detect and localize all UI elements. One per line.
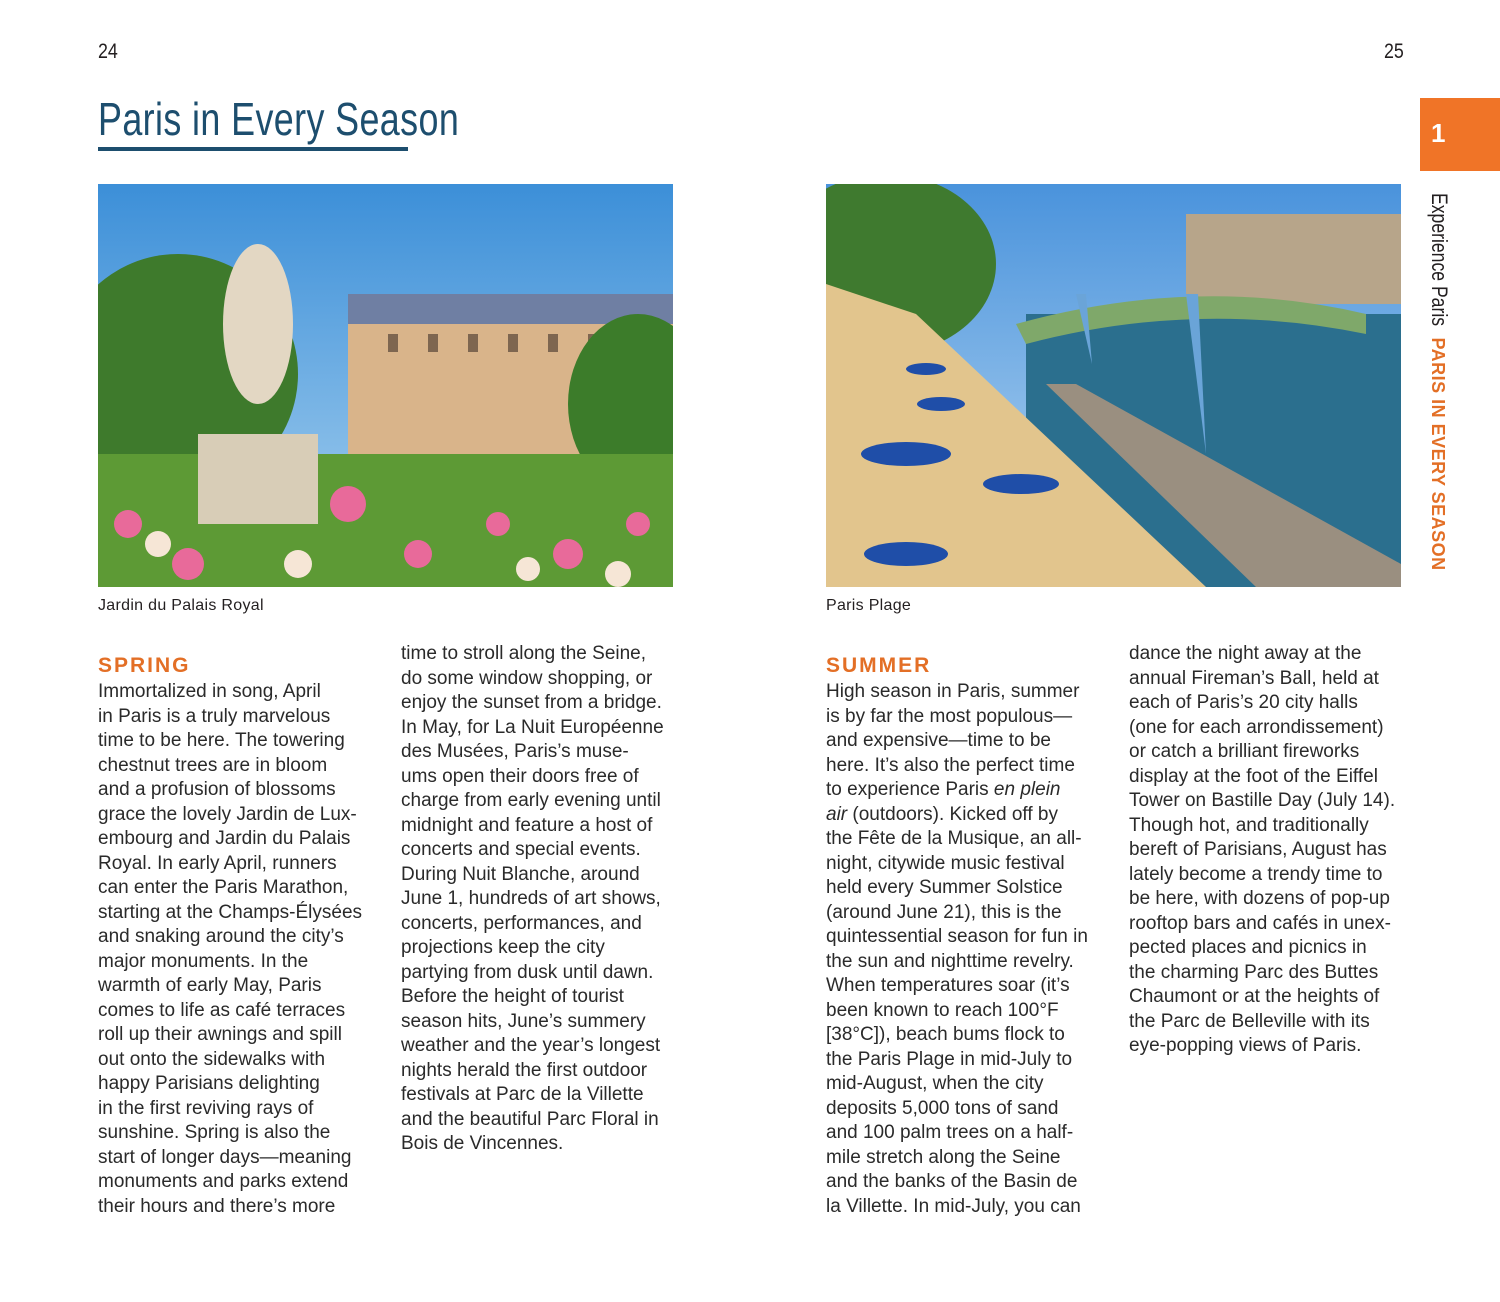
text-line: or catch a brilliant fireworks xyxy=(1129,741,1360,762)
text-span: to experience Paris xyxy=(826,779,994,800)
text-line: in the first reviving rays of xyxy=(98,1097,314,1119)
text-line: la Villette. In mid-July, you can xyxy=(826,1195,1081,1217)
text-line: Tower on Bastille Day (July 14). xyxy=(1129,790,1396,811)
text-line: and the banks of the Basin de xyxy=(826,1171,1078,1192)
text-line: do some window shopping, or xyxy=(401,667,653,689)
chapter-tab xyxy=(1420,98,1500,171)
text-line: major monuments. In the xyxy=(98,950,309,972)
text-line: [38°C]), beach bums flock to xyxy=(826,1024,1065,1045)
text-line: and expensive—time to be xyxy=(826,730,1051,751)
running-head xyxy=(1426,193,1452,571)
chapter-number: 1 xyxy=(1431,118,1446,148)
italic-text: en plein xyxy=(993,779,1061,800)
text-line: midnight and feature a host of xyxy=(401,814,653,836)
text-line: projections keep the city xyxy=(401,937,605,958)
text-line: season hits, June’s summery xyxy=(401,1010,646,1032)
running-head-book-section: Experience Paris xyxy=(1427,193,1452,327)
text-line: Immortalized in song, April xyxy=(98,681,321,702)
text-line: here. It’s also the perfect time xyxy=(826,754,1075,776)
text-line: (one for each arrondissement) xyxy=(1129,716,1384,738)
text-line: roll up their awnings and spill xyxy=(98,1024,342,1045)
text-line: pected places and picnics in xyxy=(1129,937,1367,958)
page-title: Paris in Every Season xyxy=(98,93,460,145)
text-line: weather and the year’s longest xyxy=(401,1035,661,1056)
spring-column-2 xyxy=(401,642,701,1157)
text-line: lately become a trendy time to xyxy=(1129,863,1383,885)
text-line: the charming Parc des Buttes xyxy=(1129,961,1379,983)
text-line xyxy=(826,778,1126,803)
text-line: night, citywide music festival xyxy=(826,852,1065,874)
text-span: (outdoors). Kicked off by xyxy=(847,803,1058,825)
text-line: embourg and Jardin du Palais xyxy=(98,828,351,849)
text-line: quintessential season for fun in xyxy=(826,926,1088,947)
text-line: and the beautiful Parc Floral in xyxy=(401,1108,659,1130)
text-line: enjoy the sunset from a bridge. xyxy=(401,692,662,713)
text-line: (around June 21), this is the xyxy=(826,901,1062,923)
text-line: monuments and parks extend xyxy=(98,1171,349,1192)
text-line: each of Paris’s 20 city halls xyxy=(1129,692,1358,713)
text-line: eye-popping views of Paris. xyxy=(1129,1035,1362,1056)
photo-jardin-du-palais-royal xyxy=(98,184,673,587)
text-line: and a profusion of blossoms xyxy=(98,779,336,800)
text-line: comes to life as café terraces xyxy=(98,999,346,1021)
running-head-chapter: PARIS IN EVERY SEASON xyxy=(1428,337,1448,571)
text-line: bereft of Parisians, August has xyxy=(1129,839,1387,860)
text-line: Royal. In early April, runners xyxy=(98,852,337,874)
text-line: time to be here. The towering xyxy=(98,730,345,751)
spring-column-1 xyxy=(98,654,398,1219)
text-line: the sun and nighttime revelry. xyxy=(826,950,1074,972)
summer-column-1 xyxy=(826,654,1126,1219)
text-line xyxy=(826,803,1126,828)
title-underline xyxy=(98,147,408,151)
text-line: High season in Paris, summer xyxy=(826,681,1080,702)
photo-paris-plage xyxy=(826,184,1401,587)
text-line: start of longer days—meaning xyxy=(98,1146,352,1168)
text-line: starting at the Champs-Élysées xyxy=(98,901,363,923)
text-line: happy Parisians delighting xyxy=(98,1073,320,1094)
text-line: mid-August, when the city xyxy=(826,1073,1044,1094)
text-line: and snaking around the city’s xyxy=(98,926,344,947)
text-line: annual Fireman’s Ball, held at xyxy=(1129,667,1379,689)
photo-caption-right: Paris Plage xyxy=(826,597,912,614)
italic-text: air xyxy=(826,803,848,825)
text-line: When temperatures soar (it’s xyxy=(826,975,1070,996)
text-line: concerts, performances, and xyxy=(401,912,642,934)
text-line: their hours and there’s more xyxy=(98,1195,336,1217)
summer-column-2 xyxy=(1129,642,1429,1059)
text-line: partying from dusk until dawn. xyxy=(401,961,654,983)
text-line: concerts and special events. xyxy=(401,839,641,860)
text-line: held every Summer Solstice xyxy=(826,877,1063,898)
text-line: In May, for La Nuit Européenne xyxy=(401,716,664,738)
section-heading-spring: SPRING xyxy=(98,654,191,677)
page-number-left: 24 xyxy=(98,40,118,63)
section-heading-summer: SUMMER xyxy=(826,654,932,677)
text-line: time to stroll along the Seine, xyxy=(401,643,647,664)
text-line: mile stretch along the Seine xyxy=(826,1146,1061,1168)
text-line: the Paris Plage in mid-July to xyxy=(826,1048,1073,1070)
text-line: is by far the most populous— xyxy=(826,705,1073,727)
text-line: the Fête de la Musique, an all- xyxy=(826,828,1082,849)
text-line: During Nuit Blanche, around xyxy=(401,863,640,885)
text-line: ums open their doors free of xyxy=(401,765,639,787)
page-number-right: 25 xyxy=(1384,40,1404,63)
text-line: and 100 palm trees on a half- xyxy=(826,1122,1074,1143)
text-line: nights herald the first outdoor xyxy=(401,1059,648,1081)
text-line: out onto the sidewalks with xyxy=(98,1048,326,1070)
text-line: festivals at Parc de la Villette xyxy=(401,1084,644,1105)
text-line: be here, with dozens of pop-up xyxy=(1129,888,1390,909)
text-line: Before the height of tourist xyxy=(401,986,624,1007)
text-line: rooftop bars and cafés in unex- xyxy=(1129,912,1391,934)
text-line: Though hot, and traditionally xyxy=(1129,814,1369,836)
text-line: Bois de Vincennes. xyxy=(401,1133,564,1154)
text-line: dance the night away at the xyxy=(1129,643,1362,664)
text-line: been known to reach 100°F xyxy=(826,999,1059,1021)
text-line: display at the foot of the Eiffel xyxy=(1129,765,1378,787)
text-line: June 1, hundreds of art shows, xyxy=(401,888,661,909)
text-line: sunshine. Spring is also the xyxy=(98,1122,331,1143)
text-line: can enter the Paris Marathon, xyxy=(98,877,349,898)
text-line: des Musées, Paris’s muse- xyxy=(401,741,629,762)
text-line: warmth of early May, Paris xyxy=(98,975,322,996)
text-line: the Parc de Belleville with its xyxy=(1129,1010,1370,1032)
text-line: grace the lovely Jardin de Lux- xyxy=(98,803,357,825)
text-line: charge from early evening until xyxy=(401,790,661,811)
text-line: deposits 5,000 tons of sand xyxy=(826,1097,1059,1119)
text-line: Chaumont or at the heights of xyxy=(1129,986,1380,1007)
text-line: in Paris is a truly marvelous xyxy=(98,705,331,727)
text-line: chestnut trees are in bloom xyxy=(98,754,328,776)
photo-caption-left: Jardin du Palais Royal xyxy=(98,597,264,614)
